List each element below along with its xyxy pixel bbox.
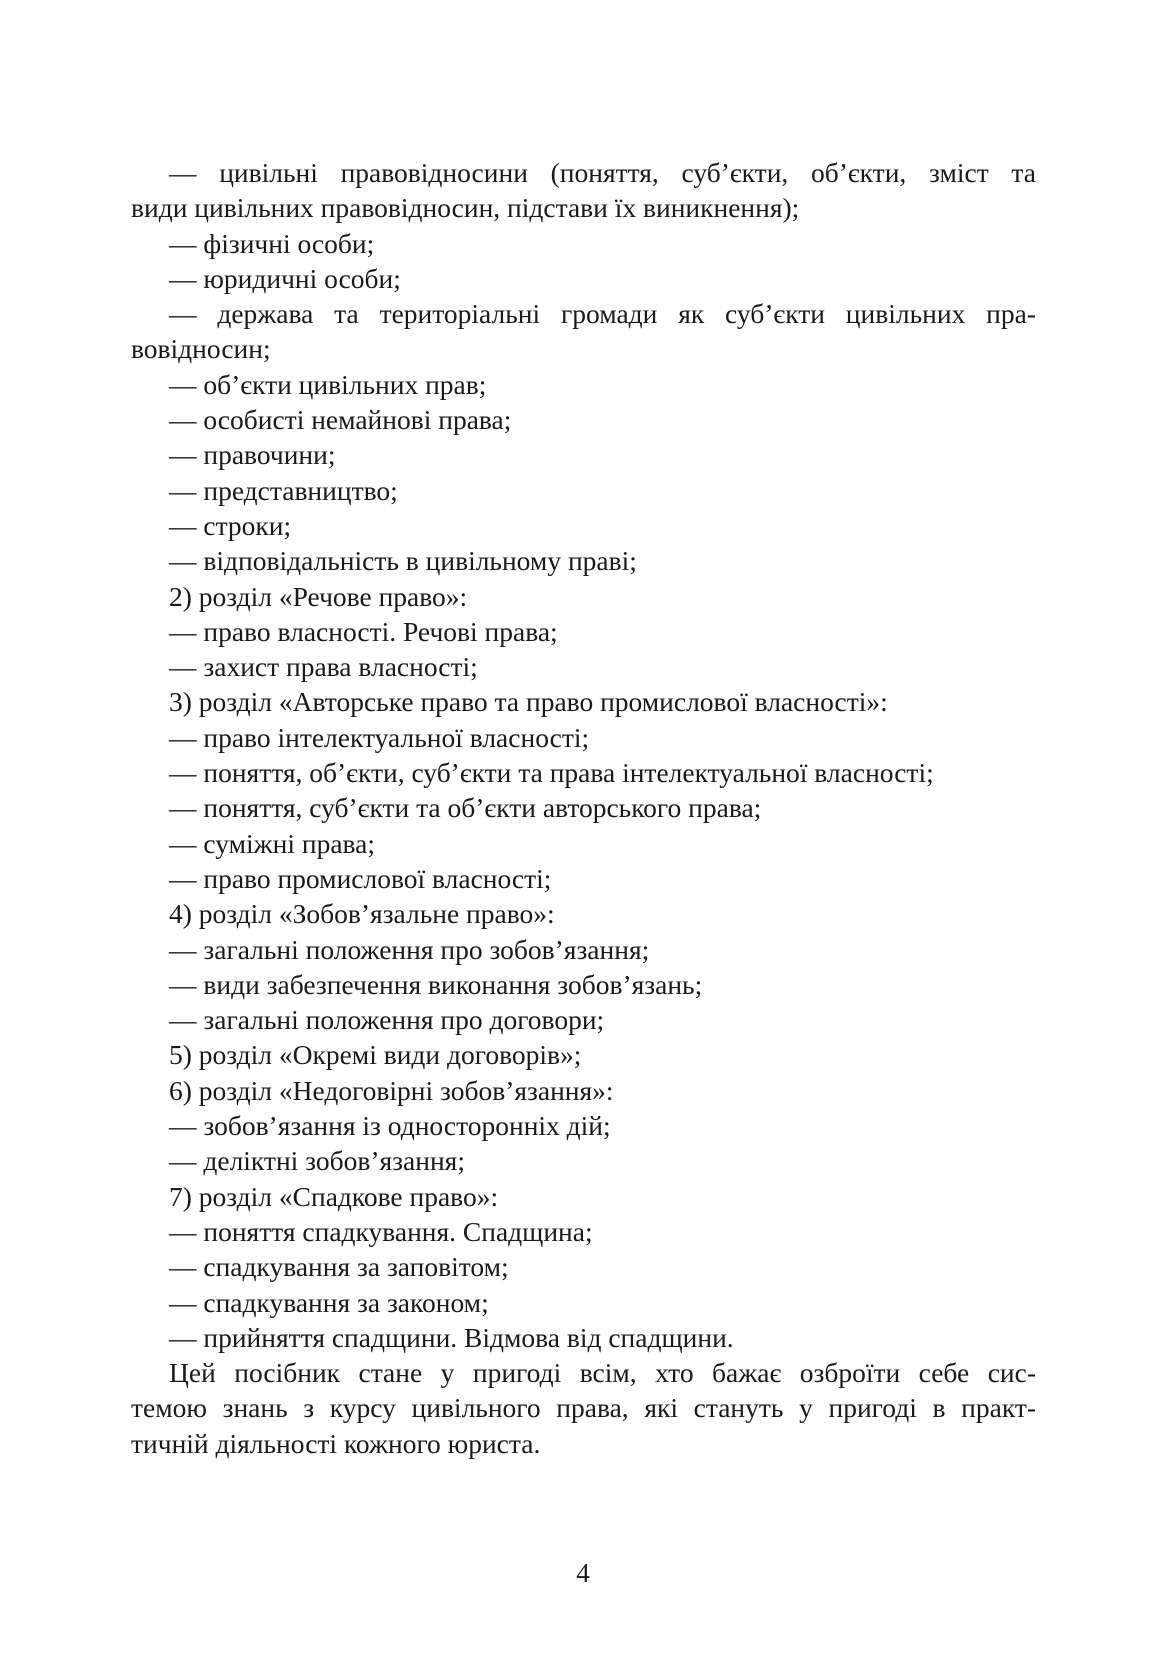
text-line: темою знань з курсу цивільного права, які стануть у пригоді в практ- [131, 1392, 1036, 1424]
text-line: — загальні положення про зобов’язання; [169, 933, 650, 965]
text-line: — поняття, об’єкти, суб’єкти та права інтелектуальної власності; [169, 757, 934, 789]
text-line: 5) розділ «Окремі види договорів»; [169, 1039, 582, 1071]
text-line: — спадкування за заповітом; [169, 1251, 509, 1283]
text-line: — держава та територіальні громади як суб’єкти цивільних пра- [169, 298, 1036, 330]
text-line: — спадкування за законом; [169, 1286, 489, 1318]
text-line: — представництво; [169, 474, 398, 506]
text-line: — захист права власності; [169, 651, 478, 683]
text-line: — загальні положення про договори; [169, 1004, 605, 1036]
text-line: 6) розділ «Недоговірні зобов’язання»: [169, 1074, 614, 1106]
text-line: — право власності. Речові права; [169, 615, 558, 647]
text-line: види цивільних правовідносин, підстави їх виникнення); [131, 192, 800, 224]
text-line: — суміжні права; [169, 827, 376, 859]
text-line: — цивільні правовідносини (поняття, суб’єкти, об’єкти, зміст та [169, 157, 1036, 188]
text-line: — право промислової власності; [169, 862, 552, 894]
text-line: — відповідальність в цивільному праві; [169, 545, 637, 577]
page-number: 4 [576, 1558, 590, 1588]
text-line: — об’єкти цивільних прав; [169, 368, 487, 400]
text-line: — фізичні особи; [169, 227, 375, 259]
text-line: Цей посібник стане у пригоді всім, хто бажає озброїти себе сис- [169, 1357, 1036, 1389]
page-body [131, 155, 1036, 1461]
text-line: — строки; [169, 509, 292, 541]
text-line: — право інтелектуальної власності; [169, 721, 590, 753]
text-line: — юридичні особи; [169, 262, 401, 294]
text-line: тичній діяльності кожного юриста. [131, 1427, 541, 1459]
text-line: вовідносин; [131, 333, 271, 365]
text-line: — правочини; [169, 439, 336, 471]
text-line: 4) розділ «Зобов’язальне право»: [169, 898, 555, 930]
text-line: 3) розділ «Авторське право та право промислової власності»: [169, 686, 888, 718]
text-line: — деліктні зобов’язання; [169, 1145, 465, 1177]
text-line: — види забезпечення виконання зобов’язань; [169, 968, 703, 1000]
text-line: — прийняття спадщини. Відмова від спадщини. [169, 1321, 734, 1353]
text-line: — поняття спадкування. Спадщина; [169, 1215, 593, 1247]
text-line: — особисті немайнові права; [169, 404, 512, 436]
text-line: — зобов’язання із односторонніх дій; [169, 1110, 611, 1142]
text-line: — поняття, суб’єкти та об’єкти авторського права; [169, 792, 762, 824]
text-line: 7) розділ «Спадкове право»: [169, 1180, 499, 1212]
text-line: 2) розділ «Речове право»: [169, 580, 468, 612]
